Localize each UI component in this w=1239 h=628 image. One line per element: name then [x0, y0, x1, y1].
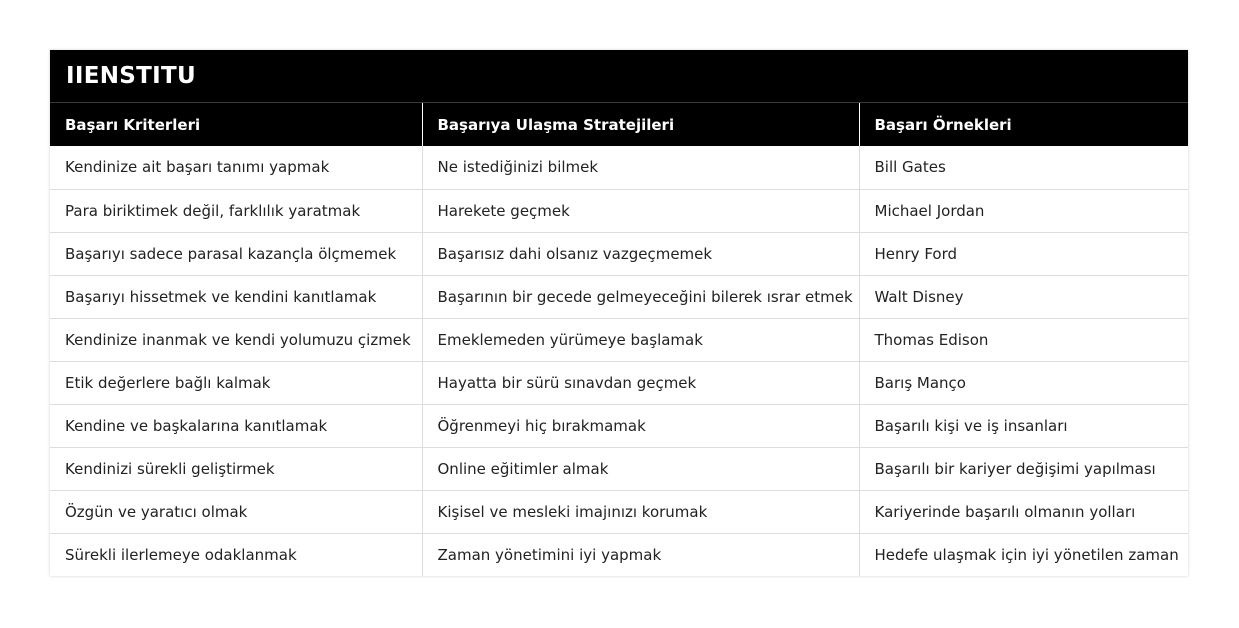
- table-cell: Başarıyı hissetmek ve kendini kanıtlamak: [50, 275, 422, 318]
- table-row: [50, 189, 1188, 232]
- table-cell: Ne istediğinizi bilmek: [422, 146, 859, 189]
- table-cell: Başarısız dahi olsanız vazgeçmemek: [422, 232, 859, 275]
- table-row: [50, 490, 1188, 533]
- table-cell: Barış Manço: [859, 361, 1188, 404]
- table-cell: Başarılı kişi ve iş insanları: [859, 404, 1188, 447]
- table-cell: Kendinizi sürekli geliştirmek: [50, 447, 422, 490]
- table-cell: Zaman yönetimini iyi yapmak: [422, 533, 859, 576]
- table-row: [50, 275, 1188, 318]
- table-row: [50, 361, 1188, 404]
- brand-title: IIENSTITU: [66, 63, 196, 89]
- brand-header: [50, 50, 1188, 103]
- data-table-card: [50, 50, 1188, 576]
- table-cell: Öğrenmeyi hiç bırakmamak: [422, 404, 859, 447]
- header-row: [50, 103, 1188, 146]
- table-cell: Başarıyı sadece parasal kazançla ölçmemek: [50, 232, 422, 275]
- table-cell: Başarının bir gecede gelmeyeceğini bilerek ısrar etmek: [422, 275, 859, 318]
- table-row: [50, 232, 1188, 275]
- table-cell: Sürekli ilerlemeye odaklanmak: [50, 533, 422, 576]
- table-cell: Thomas Edison: [859, 318, 1188, 361]
- table-cell: Kendinize inanmak ve kendi yolumuzu çizmek: [50, 318, 422, 361]
- table-cell: Kendinize ait başarı tanımı yapmak: [65, 158, 330, 177]
- table-row: [50, 447, 1188, 490]
- table-cell: Henry Ford: [859, 232, 1188, 275]
- table-cell: Para biriktimek değil, farklılık yaratmak: [50, 189, 422, 232]
- table-cell: Bill Gates: [859, 146, 1188, 189]
- column-header-strategies: Başarıya Ulaşma Stratejileri: [422, 103, 859, 146]
- table-cell: Kariyerinde başarılı olmanın yolları: [859, 490, 1188, 533]
- column-header-examples: Başarı Örnekleri: [859, 103, 1188, 146]
- table-row: [50, 318, 1188, 361]
- table-cell: Başarılı bir kariyer değişimi yapılması: [859, 447, 1188, 490]
- table-cell: Hedefe ulaşmak için iyi yönetilen zaman: [859, 533, 1188, 576]
- success-table: [50, 103, 1188, 576]
- table-cell: Michael Jordan: [859, 189, 1188, 232]
- table-cell: Özgün ve yaratıcı olmak: [50, 490, 422, 533]
- table-row: [50, 533, 1188, 576]
- table-cell: Hayatta bir sürü sınavdan geçmek: [422, 361, 859, 404]
- table-row: [50, 404, 1188, 447]
- table-cell: Online eğitimler almak: [422, 447, 859, 490]
- column-header-criteria: Başarı Kriterleri: [50, 103, 422, 146]
- table-cell: Emeklemeden yürümeye başlamak: [422, 318, 859, 361]
- table-cell: Kendine ve başkalarına kanıtlamak: [50, 404, 422, 447]
- table-cell: Walt Disney: [859, 275, 1188, 318]
- table-head: [50, 103, 1188, 146]
- table-cell: Harekete geçmek: [422, 189, 859, 232]
- table-cell: Etik değerlere bağlı kalmak: [50, 361, 422, 404]
- table-cell: Kişisel ve mesleki imajınızı korumak: [422, 490, 859, 533]
- table-row: [50, 146, 1188, 189]
- table-body: [50, 146, 1188, 576]
